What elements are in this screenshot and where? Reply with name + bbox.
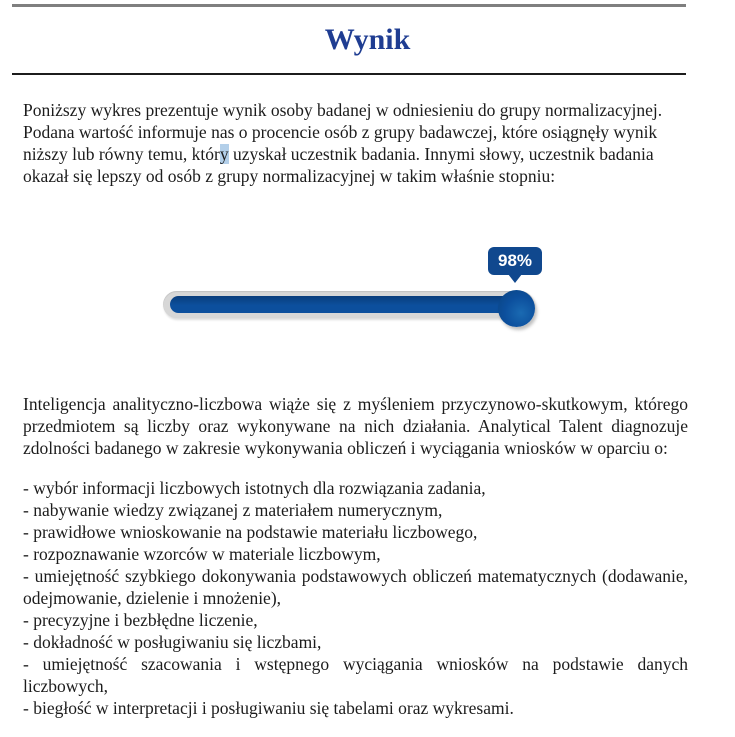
list-item: - wybór informacji liczbowych istotnych dla rozwiązania zadania, <box>23 478 486 498</box>
page-title: Wynik <box>324 23 411 56</box>
intro-text-before: Poniższy wykres prezentuje wynik osoby badanej w odniesieniu do grupy normalizacyjnej. Podana wartość informuje nas o procencie osób z grupy badawczej, które osiągnęły wynik niższy lub równy temu, któr <box>23 100 663 164</box>
slider-knob[interactable] <box>498 290 535 327</box>
list-item: - prawidłowe wnioskowanie na podstawie materiału liczbowego, <box>23 522 478 542</box>
list-item: - umiejętność szybkiego dokonywania podstawowych obliczeń matematycznych (dodawanie, odejmowanie, dzielenie i mnożenie), <box>23 566 688 608</box>
list-item: - rozpoznawanie wzorców w materiale liczbowym, <box>23 544 381 564</box>
score-tooltip <box>488 247 542 275</box>
list-item: - umiejętność szacowania i wstępnego wyciągania wniosków na podstawie danych liczbowych, <box>23 654 688 696</box>
intro-text-after: uzyskał uczestnik badania. Innymi słowy, uczestnik badania okazał się lepszy od osób z grupy normalizacyjnej w takim właśnie stopniu: <box>23 144 654 186</box>
top-divider <box>12 4 686 7</box>
list-item: - nabywanie wiedzy związanej z materiałem numerycznym, <box>23 500 443 520</box>
description-paragraph: Inteligencja analityczno-liczbowa wiąże się z myśleniem przyczynowo-skutkowym, którego przedmiotem są liczby oraz wykonywane na nich działania. Analytical Talent diagnozuje zdolności badanego w zakresie wykonywania obliczeń i wyciągania wniosków w oparciu o: <box>23 394 688 458</box>
list-item: - dokładność w posługiwaniu się liczbami, <box>23 632 322 652</box>
slider-fill <box>170 296 516 313</box>
list-item: - precyzyjne i bezbłędne liczenie, <box>23 610 258 630</box>
skills-list <box>23 477 688 719</box>
intro-paragraph <box>23 99 688 187</box>
slider-track[interactable] <box>163 291 534 318</box>
text-selection-highlight: y <box>219 144 229 164</box>
score-value: 98% <box>497 251 533 270</box>
list-item: - biegłość w interpretacji i posługiwaniu się tabelami oraz wykresami. <box>23 698 514 718</box>
tooltip-pointer-icon <box>508 274 522 283</box>
title-divider <box>12 73 686 75</box>
